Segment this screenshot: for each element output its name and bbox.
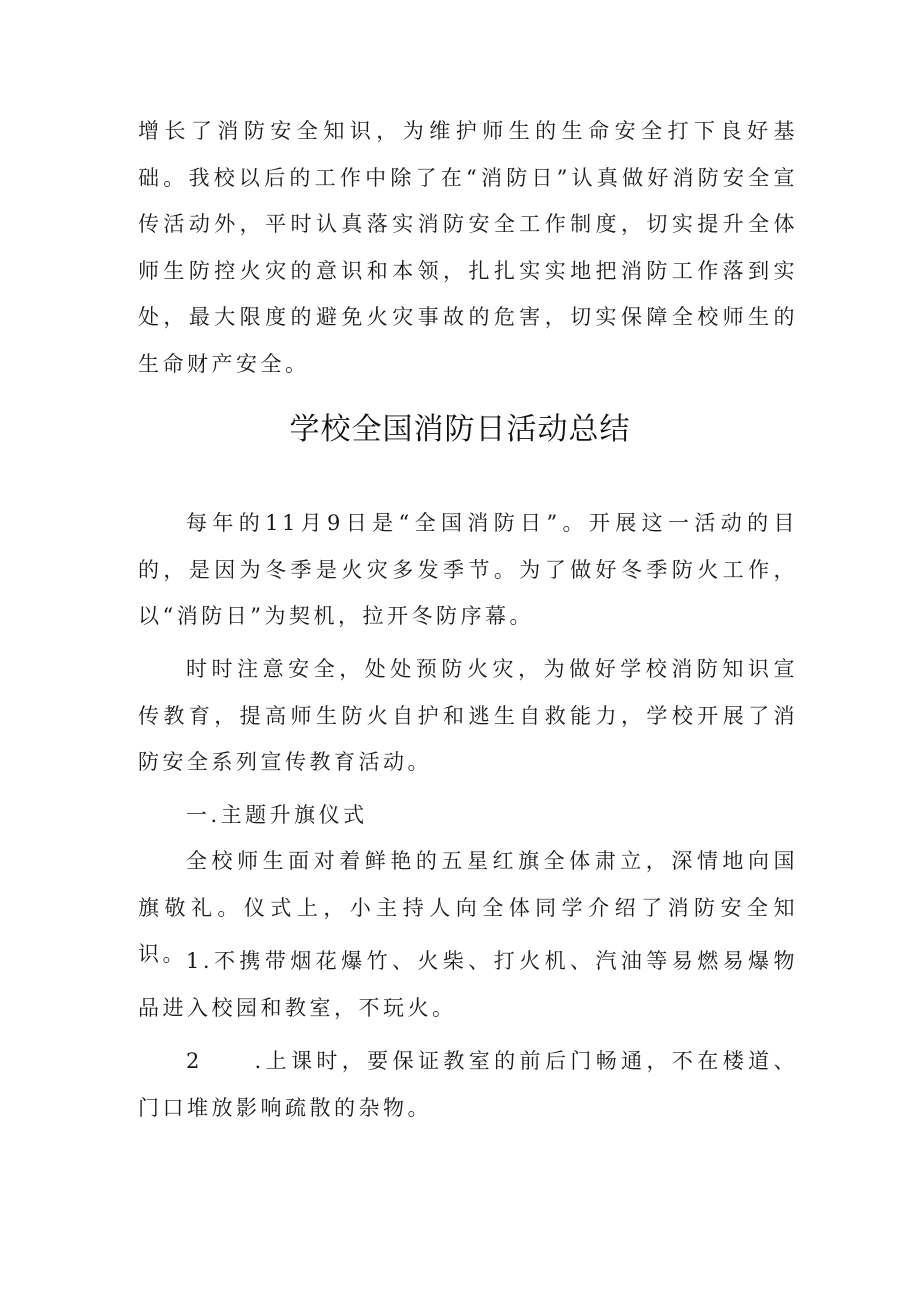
list-item-2: 2 .上课时，要保证教室的前后门畅通，不在楼道、门口堆放影响疏散的杂物。 [138,1049,798,1120]
section-heading-flag-ceremony: 一.主题升旗仪式 [186,803,368,827]
list-item-1: 1.不携带烟花爆竹、火柴、打火机、汽油等易燃易爆物品进入校园和教室，不玩火。 [138,949,798,1020]
continuation-paragraph: 增长了消防安全知识，为维护师生的生命安全打下良好基础。我校以后的工作中除了在“消防日”认真做好消防安全宣传活动外，平时认真落实消防安全工作制度，切实提升全体师生防控火灾的意识和本领，扎扎实实地把消防工作落到实处，最大限度的避免火灾事故的危害，切实保障全校师生的生命财产安全。 [138,119,798,376]
paragraph-flag-ceremony: 全校师生面对着鲜艳的五星红旗全体肃立，深情地向国旗敬礼。仪式上，小主持人向全体同学介绍了消防安全知识。 [138,849,798,966]
document-title: 学校全国消防日活动总结 [289,412,631,447]
paragraph-national-fire-day: 每年的11月9日是“全国消防日”。开展这一活动的目的，是因为冬季是火灾多发季节。为了做好冬季防火工作，以“消防日”为契机，拉开冬防序幕。 [138,511,798,628]
paragraph-safety-education: 时时注意安全，处处预防火灾，为做好学校消防知识宣传教育，提高师生防火自护和逃生自救能力，学校开展了消防安全系列宣传教育活动。 [138,657,798,774]
